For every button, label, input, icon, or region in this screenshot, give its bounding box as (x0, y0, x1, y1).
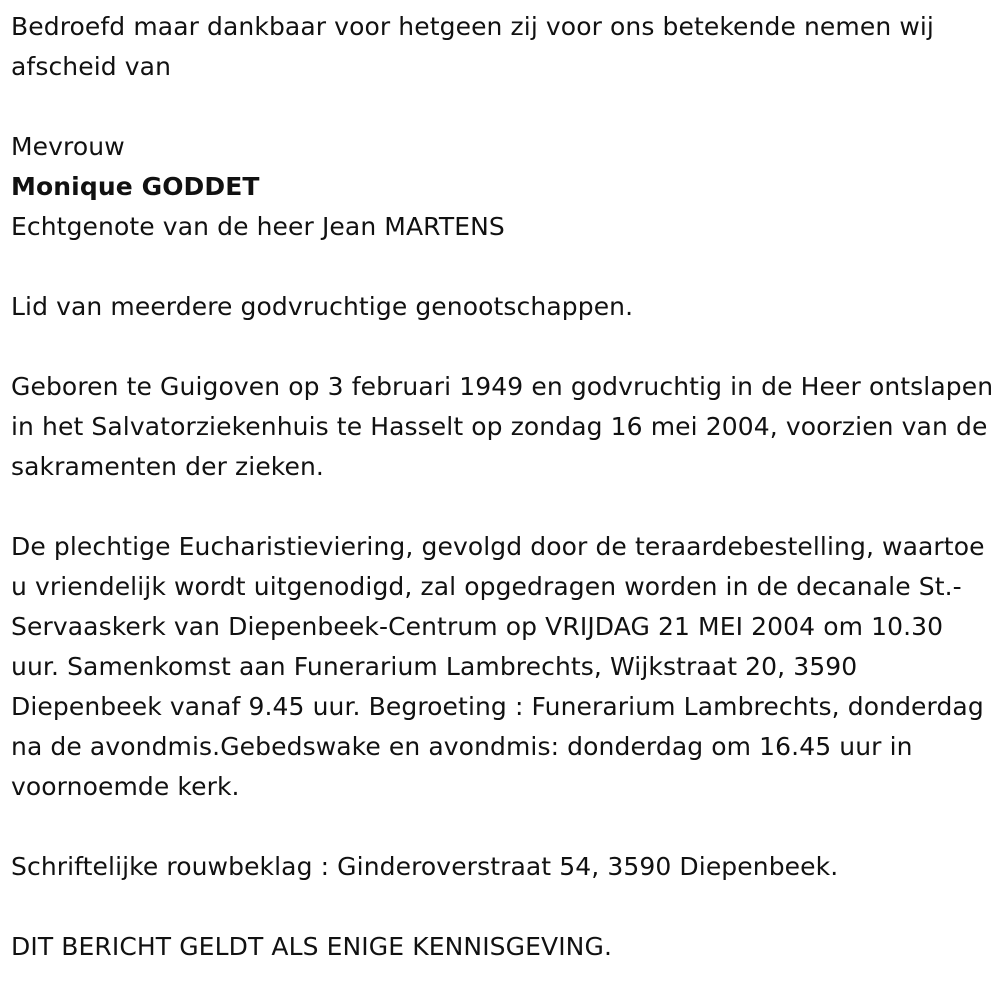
spacer (11, 247, 996, 287)
intro-text: Bedroefd maar dankbaar voor hetgeen zij voor ons betekende nemen wij afscheid van (11, 12, 934, 81)
membership-text: Lid van meerdere godvruchtige genootschappen. (11, 292, 634, 321)
spacer (11, 487, 996, 527)
deceased-name: Monique GODDET (11, 172, 260, 201)
spouse-text: Echtgenote van de heer Jean MARTENS (11, 212, 505, 241)
spacer (11, 87, 996, 127)
condolences-text: Schriftelijke rouwbeklag : Ginderoverstraat 54, 3590 Diepenbeek. (11, 852, 839, 881)
title-text: Mevrouw (11, 132, 125, 161)
service-text: De plechtige Eucharistieviering, gevolgd door de teraardebestelling, waartoe u vriendelijk wordt uitgenodigd, zal opgedragen worden in de decanale St.-Servaaskerk van Diepenbeek-Centrum op VRIJDAG 21 MEI 2004 om 10.30 uur. Samenkomst aan Funerarium Lambrechts, Wijkstraat 20, 3590 Diepenbeek vanaf 9.45 uur. Begroeting : Funerarium Lambrechts, donderdag na de avondmis.Gebedswake en avondmis: donderdag om 16.45 uur in voornoemde kerk. (11, 532, 985, 801)
obituary-notice (11, 7, 996, 967)
spacer (11, 327, 996, 367)
spacer (11, 807, 996, 847)
spacer (11, 887, 996, 927)
closing-text: DIT BERICHT GELDT ALS ENIGE KENNISGEVING. (11, 932, 612, 961)
birth-death-text: Geboren te Guigoven op 3 februari 1949 en godvruchtig in de Heer ontslapen in het Salvatorziekenhuis te Hasselt op zondag 16 mei 2004, voorzien van de sakramenten der zieken. (11, 372, 994, 481)
